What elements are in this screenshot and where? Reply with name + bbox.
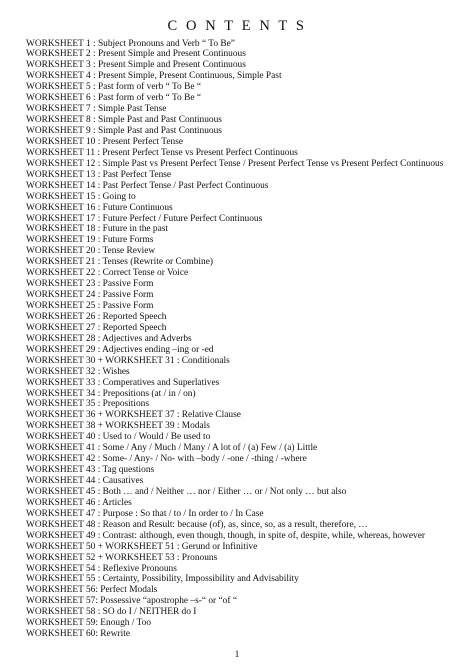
toc-entry: WORKSHEET 14 : Past Perfect Tense / Past Perfect Continuous	[26, 180, 269, 191]
page-title: C O N T E N T S	[167, 18, 307, 34]
toc-entry: WORKSHEET 25 : Passive Form	[26, 301, 154, 311]
toc-entry: WORKSHEET 40 : Used to / Would / Be used to	[26, 432, 211, 443]
toc-entry: WORKSHEET 2 : Present Simple and Present Continuous	[26, 49, 246, 60]
toc-entry: WORKSHEET 35 : Prepositions	[26, 399, 150, 410]
toc-entry: WORKSHEET 5 : Past form of verb “ To Be “	[26, 82, 202, 93]
toc-entry: WORKSHEET 9 : Simple Past and Past Continuous	[26, 126, 222, 136]
toc-entry: WORKSHEET 52 + WORKSHEET 53 : Pronouns	[26, 552, 218, 563]
toc-entry: WORKSHEET 45 : Both … and / Neither … nor / Either … or / Not only … but also	[26, 486, 347, 497]
toc-entry: WORKSHEET 46 : Articles	[26, 497, 132, 508]
toc-entry: WORKSHEET 47 : Purpose : So that / to / In order to / In Case	[26, 508, 264, 519]
toc-entry: WORKSHEET 10 : Present Perfect Tense	[26, 136, 184, 147]
toc-entry: WORKSHEET 19 : Future Forms	[26, 235, 154, 246]
toc-entry: WORKSHEET 49 : Contrast: although, even though, though, in spite of, despite, while, whereas, however	[26, 530, 425, 541]
toc-entry: WORKSHEET 4 : Present Simple, Present Continuous, Simple Past	[26, 71, 282, 82]
toc-entry: WORKSHEET 7 : Simple Past Tense	[26, 104, 167, 115]
toc-entry: WORKSHEET 56: Perfect Modals	[26, 585, 158, 596]
toc-entry: WORKSHEET 38 + WORKSHEET 39 : Modals	[26, 421, 210, 432]
toc-entry: WORKSHEET 13 : Past Perfect Tense	[26, 169, 172, 180]
toc-entry: WORKSHEET 1 : Subject Pronouns and Verb “ To Be”	[26, 38, 235, 49]
toc-entry: WORKSHEET 20 : Tense Review	[26, 246, 156, 257]
toc-entry: WORKSHEET 30 + WORKSHEET 31 : Conditionals	[26, 355, 230, 366]
toc-entry: WORKSHEET 3 : Present Simple and Present Continuous	[26, 60, 246, 71]
toc-entry: WORKSHEET 57: Possessive “apostrophe –s-“ or “of “	[26, 596, 237, 607]
toc-entry: WORKSHEET 43 : Tag questions	[26, 465, 155, 476]
toc-entry: WORKSHEET 58 : SO do I / NEITHER do I	[26, 607, 197, 618]
toc-entry: WORKSHEET 41 : Some / Any / Much / Many / A lot of / (a) Few / (a) Little	[26, 443, 318, 454]
toc-entry: WORKSHEET 26 : Reported Speech	[26, 311, 167, 322]
toc-entry: WORKSHEET 54 : Reflexive Pronouns	[26, 563, 177, 574]
toc-entry: WORKSHEET 16 : Future Continuous	[26, 202, 173, 213]
toc-entry: WORKSHEET 17 : Future Perfect / Future Perfect Continuous	[26, 213, 263, 224]
toc-entry: WORKSHEET 36 + WORKSHEET 37 : Relative Clause	[26, 410, 241, 421]
toc-entry: WORKSHEET 23 : Passive Form	[26, 279, 154, 290]
toc-entry: WORKSHEET 22 : Correct Tense or Voice	[26, 268, 189, 279]
toc-entry: WORKSHEET 55 : Certainty, Possibility, Impossibility and Advisability	[26, 574, 299, 585]
toc-entry: WORKSHEET 21 : Tenses (Rewrite or Combine)	[26, 257, 213, 268]
toc-entry: WORKSHEET 44 : Causatives	[26, 476, 144, 486]
toc-entry: WORKSHEET 42 : Some- / Any- / No- with –body / -one / -thing / -where	[26, 454, 307, 465]
toc-entry: WORKSHEET 27 : Reported Speech	[26, 322, 167, 333]
toc-entry: WORKSHEET 18 : Future in the past	[26, 224, 169, 235]
toc-entry: WORKSHEET 34 : Prepositions (at / in / on)	[26, 388, 196, 399]
toc-entry: WORKSHEET 11 : Present Perfect Tense vs Present Perfect Continuous	[26, 147, 298, 158]
toc-entry: WORKSHEET 6 : Past form of verb “ To Be “	[26, 93, 202, 104]
toc-entry: WORKSHEET 15 : Going to	[26, 191, 136, 202]
toc-entry: WORKSHEET 29 : Adjectives ending –ing or -ed	[26, 344, 214, 355]
toc-entry: WORKSHEET 8 : Simple Past and Past Continuous	[26, 115, 222, 126]
toc-entry: WORKSHEET 28 : Adjectives and Adverbs	[26, 333, 192, 344]
toc-entry: WORKSHEET 59: Enough / Too	[26, 618, 152, 629]
toc-entry: WORKSHEET 50 + WORKSHEET 51 : Gerund or Infinitive	[26, 541, 258, 552]
toc-entry: WORKSHEET 32 : Wishes	[26, 366, 130, 377]
toc-entry: WORKSHEET 33 : Comperatives and Superlatives	[26, 377, 220, 388]
toc-entry: WORKSHEET 48 : Reason and Result: because (of), as, since, so, as a result, therefore, …	[26, 519, 368, 530]
toc-entry: WORKSHEET 24 : Passive Form	[26, 290, 154, 301]
table-of-contents	[26, 39, 466, 641]
toc-entry: WORKSHEET 60: Rewrite	[26, 629, 130, 640]
page-number: 1	[234, 650, 240, 660]
toc-entry: WORKSHEET 12 : Simple Past vs Present Perfect Tense / Present Perfect Tense vs Present Perfect Continuous	[26, 158, 444, 169]
